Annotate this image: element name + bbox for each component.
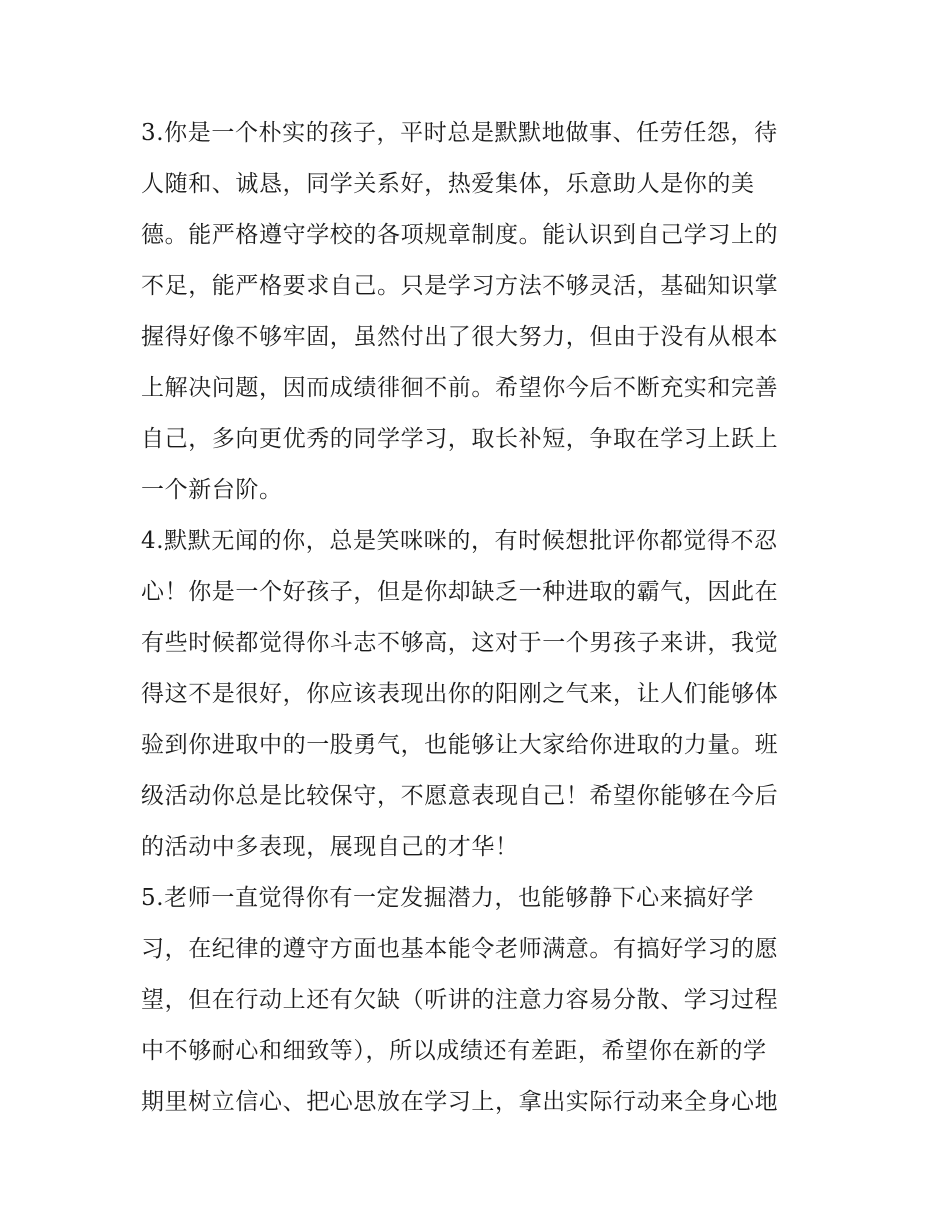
text-line: 德。能严格遵守学校的各项规章制度。能认识到自己学习上的 <box>141 222 779 248</box>
text-line: 3.你是一个朴实的孩子，平时总是默默地做事、任劳任怨，待 <box>141 120 778 146</box>
text-line: 心！你是一个好孩子，但是你却缺乏一种进取的霸气，因此在 <box>141 579 779 605</box>
text-line: 自己，多向更优秀的同学学习，取长补短，争取在学习上跃上 <box>141 426 779 452</box>
body-text <box>141 108 821 1128</box>
text-line: 期里树立信心、把心思放在学习上，拿出实际行动来全身心地 <box>141 1089 779 1115</box>
text-line: 级活动你总是比较保守，不愿意表现自己！希望你能够在今后 <box>141 783 779 809</box>
text-line: 不足，能严格要求自己。只是学习方法不够灵活，基础知识掌 <box>141 273 779 299</box>
text-line: 验到你进取中的一股勇气，也能够让大家给你进取的力量。班 <box>141 732 779 758</box>
text-line: 一个新台阶。 <box>141 477 283 503</box>
text-line: 中不够耐心和细致等），所以成绩还有差距，希望你在新的学 <box>141 1038 767 1064</box>
text-line: 的活动中多表现，展现自己的才华！ <box>141 834 519 860</box>
text-line: 上解决问题，因而成绩徘徊不前。希望你今后不断充实和完善 <box>141 375 779 401</box>
text-line: 人随和、诚恳，同学关系好，热爱集体，乐意助人是你的美 <box>141 171 755 197</box>
text-line: 得这不是很好，你应该表现出你的阳刚之气来，让人们能够体 <box>141 681 779 707</box>
text-line: 握得好像不够牢固，虽然付出了很大努力，但由于没有从根本 <box>141 324 779 350</box>
text-line: 望，但在行动上还有欠缺（听讲的注意力容易分散、学习过程 <box>141 987 779 1013</box>
text-line: 有些时候都觉得你斗志不够高，这对于一个男孩子来讲，我觉 <box>141 630 779 656</box>
text-line: 5.老师一直觉得你有一定发掘潜力，也能够静下心来搞好学 <box>141 885 755 911</box>
text-line: 习，在纪律的遵守方面也基本能令老师满意。有搞好学习的愿 <box>141 936 779 962</box>
text-line: 4.默默无闻的你，总是笑咪咪的，有时候想批评你都觉得不忍 <box>141 528 778 554</box>
